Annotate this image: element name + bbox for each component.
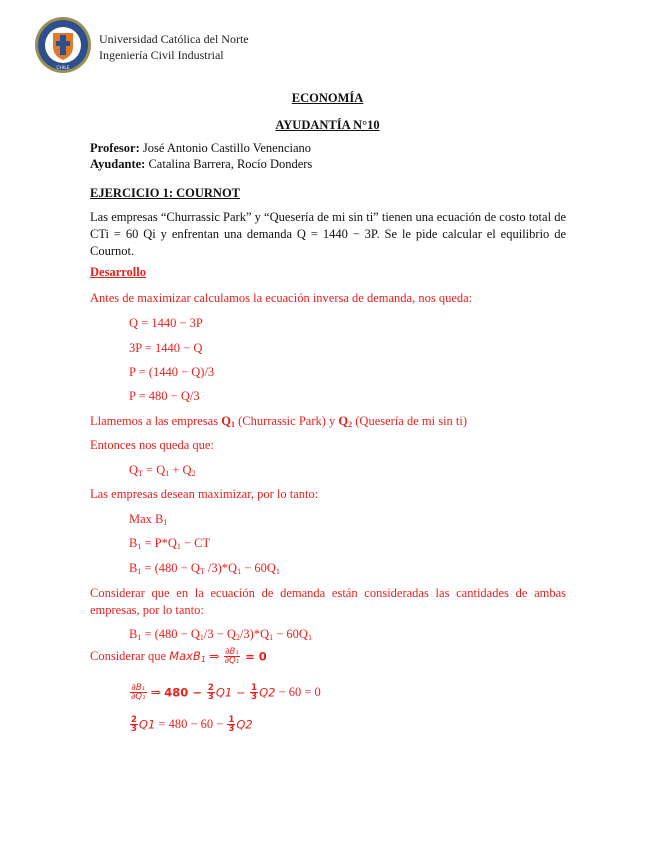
b1e3-d: /3)*Q bbox=[239, 627, 270, 641]
foc-d: − 60 = 0 bbox=[275, 685, 321, 699]
intro-text: Antes de maximizar calculamos la ecuación inversa de demanda, nos queda: bbox=[90, 291, 473, 305]
b1e3-b-sub: 1 bbox=[199, 633, 204, 642]
b1e1-a: B bbox=[129, 536, 138, 550]
foc2-frac-1 bbox=[130, 716, 138, 733]
foc-f1d: 3 bbox=[207, 692, 214, 702]
foc2-f2d: 3 bbox=[228, 724, 235, 734]
b1e1-b-sub: 1 bbox=[176, 542, 181, 551]
foc-f2n: 1 bbox=[251, 683, 258, 693]
foc-arrow: ⇒ bbox=[147, 685, 165, 700]
ayudante-name: Catalina Barrera, Rocío Donders bbox=[148, 157, 313, 171]
profesor-label: Profesor: bbox=[90, 141, 140, 155]
b1-equation-2 bbox=[129, 561, 280, 576]
considerar-que: Considerar que bbox=[90, 649, 170, 663]
llamemos-c: (Quesería de mi sin ti) bbox=[352, 414, 468, 428]
maxb1-text: MaxB bbox=[169, 649, 201, 663]
equation-3: P = (1440 − Q)/3 bbox=[129, 365, 215, 379]
exercise-title: EJERCICIO 1: COURNOT bbox=[90, 186, 241, 200]
b1e2-c-sub: 1 bbox=[237, 567, 242, 576]
llamemos-a: Llamemos a las empresas bbox=[90, 414, 222, 428]
foc2-b: = 480 − 60 − bbox=[155, 717, 227, 731]
b1e1-b: = P*Q bbox=[141, 536, 177, 550]
q1-letter: Q bbox=[221, 414, 231, 428]
foc-f1n: 2 bbox=[207, 683, 214, 693]
qt-equation bbox=[129, 463, 196, 478]
partial-b1-q1-fraction bbox=[224, 648, 241, 665]
profesor-name: José Antonio Castillo Venenciano bbox=[142, 141, 312, 155]
b1e2-d: − 60Q bbox=[241, 561, 276, 575]
b1e3-e-sub: 1 bbox=[307, 633, 312, 642]
b1-equation-3 bbox=[129, 627, 312, 642]
frac-num: ∂B₁ bbox=[225, 647, 239, 657]
max-b1-a: Max B bbox=[129, 512, 164, 526]
b1e3-c: /3 − Q bbox=[203, 627, 236, 641]
foc-num: ∂B₁ bbox=[131, 683, 146, 693]
foc-frac-2 bbox=[250, 684, 258, 701]
frac-den: ∂Q₁ bbox=[224, 656, 240, 666]
b1e2-b: = (480 − Q bbox=[141, 561, 200, 575]
llamemos-b: (Churrassic Park) y bbox=[234, 414, 339, 428]
b1-equation-1 bbox=[129, 536, 210, 551]
equation-4: P = 480 − Q/3 bbox=[129, 389, 200, 403]
q1-sub: 1 bbox=[230, 420, 235, 429]
foc2-f1d: 3 bbox=[131, 724, 137, 734]
entonces-text: Entonces nos queda que: bbox=[90, 438, 214, 452]
foc-c: Q2 bbox=[259, 685, 276, 700]
foc2-f2n: 1 bbox=[228, 715, 235, 725]
qt-c-sub: 2 bbox=[191, 469, 196, 478]
maxb1-term bbox=[169, 649, 206, 663]
ayudante-label: Ayudante: bbox=[90, 157, 146, 171]
b1e3-a: B bbox=[129, 627, 138, 641]
foc-equation bbox=[129, 684, 321, 701]
foc2-a: Q1 bbox=[138, 717, 156, 732]
qt-a: Q bbox=[129, 463, 139, 477]
exercise-text: Las empresas “Churrassic Park” y “Quesería de mi sin ti” tienen una ecuación de costo total de CTi = 60 Qi y enfrentan una demanda Q = 1440 − 3P. Se le pide calcular el equilibrio de Cournot. bbox=[90, 210, 566, 258]
qt-b: = Q bbox=[142, 463, 166, 477]
q1-label bbox=[221, 414, 235, 428]
doc-subtitle: AYUDANTÍA N°10 bbox=[275, 118, 380, 132]
foc-f2d: 3 bbox=[251, 692, 258, 702]
b1e1-a-sub: 1 bbox=[137, 542, 142, 551]
profesor-line bbox=[90, 141, 311, 156]
b1e2-a: B bbox=[129, 561, 138, 575]
foc-partial-fraction bbox=[130, 684, 147, 701]
q2-letter: Q bbox=[338, 414, 349, 428]
b1e2-b-sub: T bbox=[199, 567, 205, 576]
foc-a: 480 − bbox=[164, 685, 206, 700]
b1e3-c-sub: 2 bbox=[235, 633, 240, 642]
career-name: Ingeniería Civil Industrial bbox=[99, 48, 224, 62]
b1e3-e: − 60Q bbox=[273, 627, 308, 641]
foc2-f1n: 2 bbox=[131, 715, 137, 725]
university-logo bbox=[34, 16, 92, 74]
b1e3-d-sub: 1 bbox=[269, 633, 274, 642]
foc2-equation bbox=[129, 716, 253, 733]
max-arrow: ⇒ bbox=[205, 649, 223, 664]
b1e3-a-sub: 1 bbox=[137, 633, 142, 642]
llamemos-text bbox=[90, 414, 467, 429]
max-eq-zero: = 0 bbox=[241, 649, 267, 664]
qt-b-sub: 1 bbox=[165, 469, 170, 478]
foc-b: Q1 − bbox=[215, 685, 250, 700]
equation-2: 3P = 1440 − Q bbox=[129, 341, 203, 355]
logo-text: CHILE bbox=[56, 66, 70, 71]
qt-a-sub: T bbox=[138, 469, 143, 478]
q2-label bbox=[338, 414, 352, 428]
b1e1-c: − CT bbox=[180, 536, 211, 550]
foc-frac-1 bbox=[207, 684, 215, 701]
ayudante-line bbox=[90, 157, 312, 172]
foc2-frac-2 bbox=[227, 716, 235, 733]
desean-text: Las empresas desean maximizar, por lo tanto: bbox=[90, 487, 319, 501]
doc-title: ECONOMÍA bbox=[291, 91, 364, 105]
university-name: Universidad Católica del Norte bbox=[99, 32, 249, 46]
institution-header bbox=[99, 31, 249, 63]
foc2-c: Q2 bbox=[236, 717, 253, 732]
maxb1-sub: 1 bbox=[200, 655, 206, 664]
b1e3-b: = (480 − Q bbox=[141, 627, 200, 641]
equation-1: Q = 1440 − 3P bbox=[129, 316, 203, 330]
b1e2-d-sub: 1 bbox=[275, 567, 280, 576]
b1e2-a-sub: 1 bbox=[137, 567, 142, 576]
q2-sub: 2 bbox=[348, 420, 353, 429]
b1e2-c: /3)*Q bbox=[204, 561, 238, 575]
desarrollo-heading: Desarrollo bbox=[90, 265, 147, 279]
qt-c: + Q bbox=[169, 463, 192, 477]
max-b1 bbox=[129, 512, 167, 527]
foc-den: ∂Q₁ bbox=[131, 692, 146, 702]
max-b1-sub: 1 bbox=[163, 518, 168, 527]
considerar-text: Considerar que en la ecuación de demanda están consideradas las cantidades de ambas empresas, por lo tanto: bbox=[90, 586, 566, 617]
max-condition-line bbox=[90, 648, 267, 665]
